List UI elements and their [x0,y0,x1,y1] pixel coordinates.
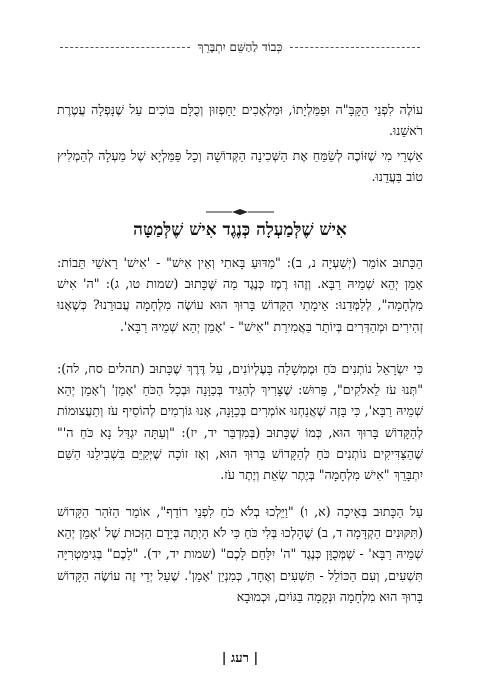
paragraph-text: עוֹלֶה לִפְנֵי הַקָּבָּ"ה וּפַמַּלְיָתוֹ, וּמַלְאָכִים יֵחָפְזוּן וְכֻלָּם בּוֹכִים עַל שֶׁנָּפְלָה עֲטֶרֶת רֹאשֵׁנוּ. [57,102,423,139]
header-rule-left [60,47,190,48]
page-number: | רעג | [221,651,259,666]
paragraph [57,358,423,485]
section-divider-ornament [0,207,480,217]
paragraph-text: אַשְׁרֵי מִי שֶׁזּוֹכֶה לְשַׂמֵּחַ אֶת הַשְּׁכִינָה הַקְּדוֹשָׁה וְכָל פַּמַּלְיָא שֶׁל מַעְלָה לְהַמְלִיץ טוֹב בַּעֲדֵנוּ. [57,148,423,185]
header-rule-right [290,47,420,48]
paragraph-text: כִּי יִשְׂרָאֵל נוֹתְנִים כֹּחַ וּמֶמְשָׁלָה בָּעֶלְיוֹנִים, עַל דֶּרֶךְ שֶׁכָּתוּב (תהלים סח, לה): "תְּנוּ עֹז לֵאלֹקִים", פֵּרוּשׁ: שֶׁצָּרִיךְ לְהַגִּיד בְּכַוָּנָה וּבְכָל הַכֹּחַ 'אָמֵן' וְ'אָמֵן יְהֵא שְׁמֵיהּ רַבָּא', כִּי בָּזֶה שֶׁאֲנַחְנוּ אוֹמְרִים בְּכַוָּנָה, אָנוּ גּוֹרְמִים לְהוֹסִיף עֹז וְתַעֲצוּמוֹת לְהַקָּדוֹשׁ בָּרוּךְ הוּא, כְּמוֹ שֶׁכָּתוּב (בְּמִדְבַּר יד, יז): "וְעַתָּה יִגְדַּל נָא כֹּחַ ה'" שֶׁהַצַּדִּיקִים נוֹתְנִים כֹּחַ לְהַקָּדוֹשׁ בָּרוּךְ הוּא, וְאָז זוֹכָה שֶׁיְּקַיֵּם בִּשְׁבִילֵנוּ הַשֵּׁם יִתְבָּרֵךְ "אִישׁ מִלְחָמָה" בְּיֶתֶר שְׂאֵת וְיֶתֶר עֹז. [57,361,423,483]
paragraph [57,99,423,141]
running-header [60,40,420,55]
paragraph [57,252,423,337]
paragraph [57,145,423,187]
section-heading: אִישׁ שֶׁלְּמַעְלָה כְּנֶגֶד אִישׁ שֶׁלְּמַטָּה [133,220,347,240]
paragraph-text: עַל הַכָּתוּב בְּאֵיכָה (א, ו) "וַיֵּלְכוּ בְלֹא כֹחַ לִפְנֵי רוֹדֵף", אוֹמֵר הַזֹּהַר הַקָּדוֹשׁ (תִּקּוּנִים הַקְדָּמָה ד, ב) שֶׁהָלְכוּ בְּלִי כֹּחַ כִּי לֹא הָיְתָה בְּיָדָם הַזְּכוּת שֶׁל 'אָמֵן יְהֵא שְׁמֵיהּ רַבָּא' - שֶׁמְּכֻוָּן כְּנֶגֶד "ה' יִלָּחֵם לָכֶם" (שמות יד, יד). "לָכֶם" בְּגִימַטְרִיָּה תִּשְׁעִים, וְעִם הַכּוֹלֵל - תִּשְׁעִים וְאֶחָד, כְּמִנְיַן 'אָמֵן'. שֶׁעַל יְדֵי זֶה עוֹשֶׂה הַקָּדוֹשׁ בָּרוּךְ הוּא מִלְחָמָה וּנְקָמָה בַּגּוֹיִם, וּכְמוּבָא [57,504,423,604]
paragraph-text: הַכָּתוּב אוֹמֵר (יְשַׁעְיָה נ, ב): "מַדּוּעַ בָּאתִי וְאֵין אִישׁ" - 'אִישׁ' רָאשֵׁי תֵּבוֹת: אָמֵן יְהֵא שְׁמֵיהּ רַבָּא. וְזֶהוּ רֶמֶז כְּנֶגֶד מַה שֶּׁכָּתוּב (שמות טו, ג): "ה' אִישׁ מִלְחָמָה", לְלַמְּדֵנוּ: אֵימָתַי הַקָּדוֹשׁ בָּרוּךְ הוּא עוֹשֶׂה מִלְחָמָה עֲבוּרֵנוּ? כְּשֶׁאָנוּ זְהִירִים וּמְהַדְּרִים בְּיוֹתֵר בַּאֲמִירַת "אִישׁ" - 'אָמֵן יְהֵא שְׁמֵיהּ רַבָּא'. [57,255,423,334]
header-title: כְּבוֹד לַהַשֵּׁם יִתְבָּרֵךְ [197,40,283,54]
paragraph [57,501,423,607]
